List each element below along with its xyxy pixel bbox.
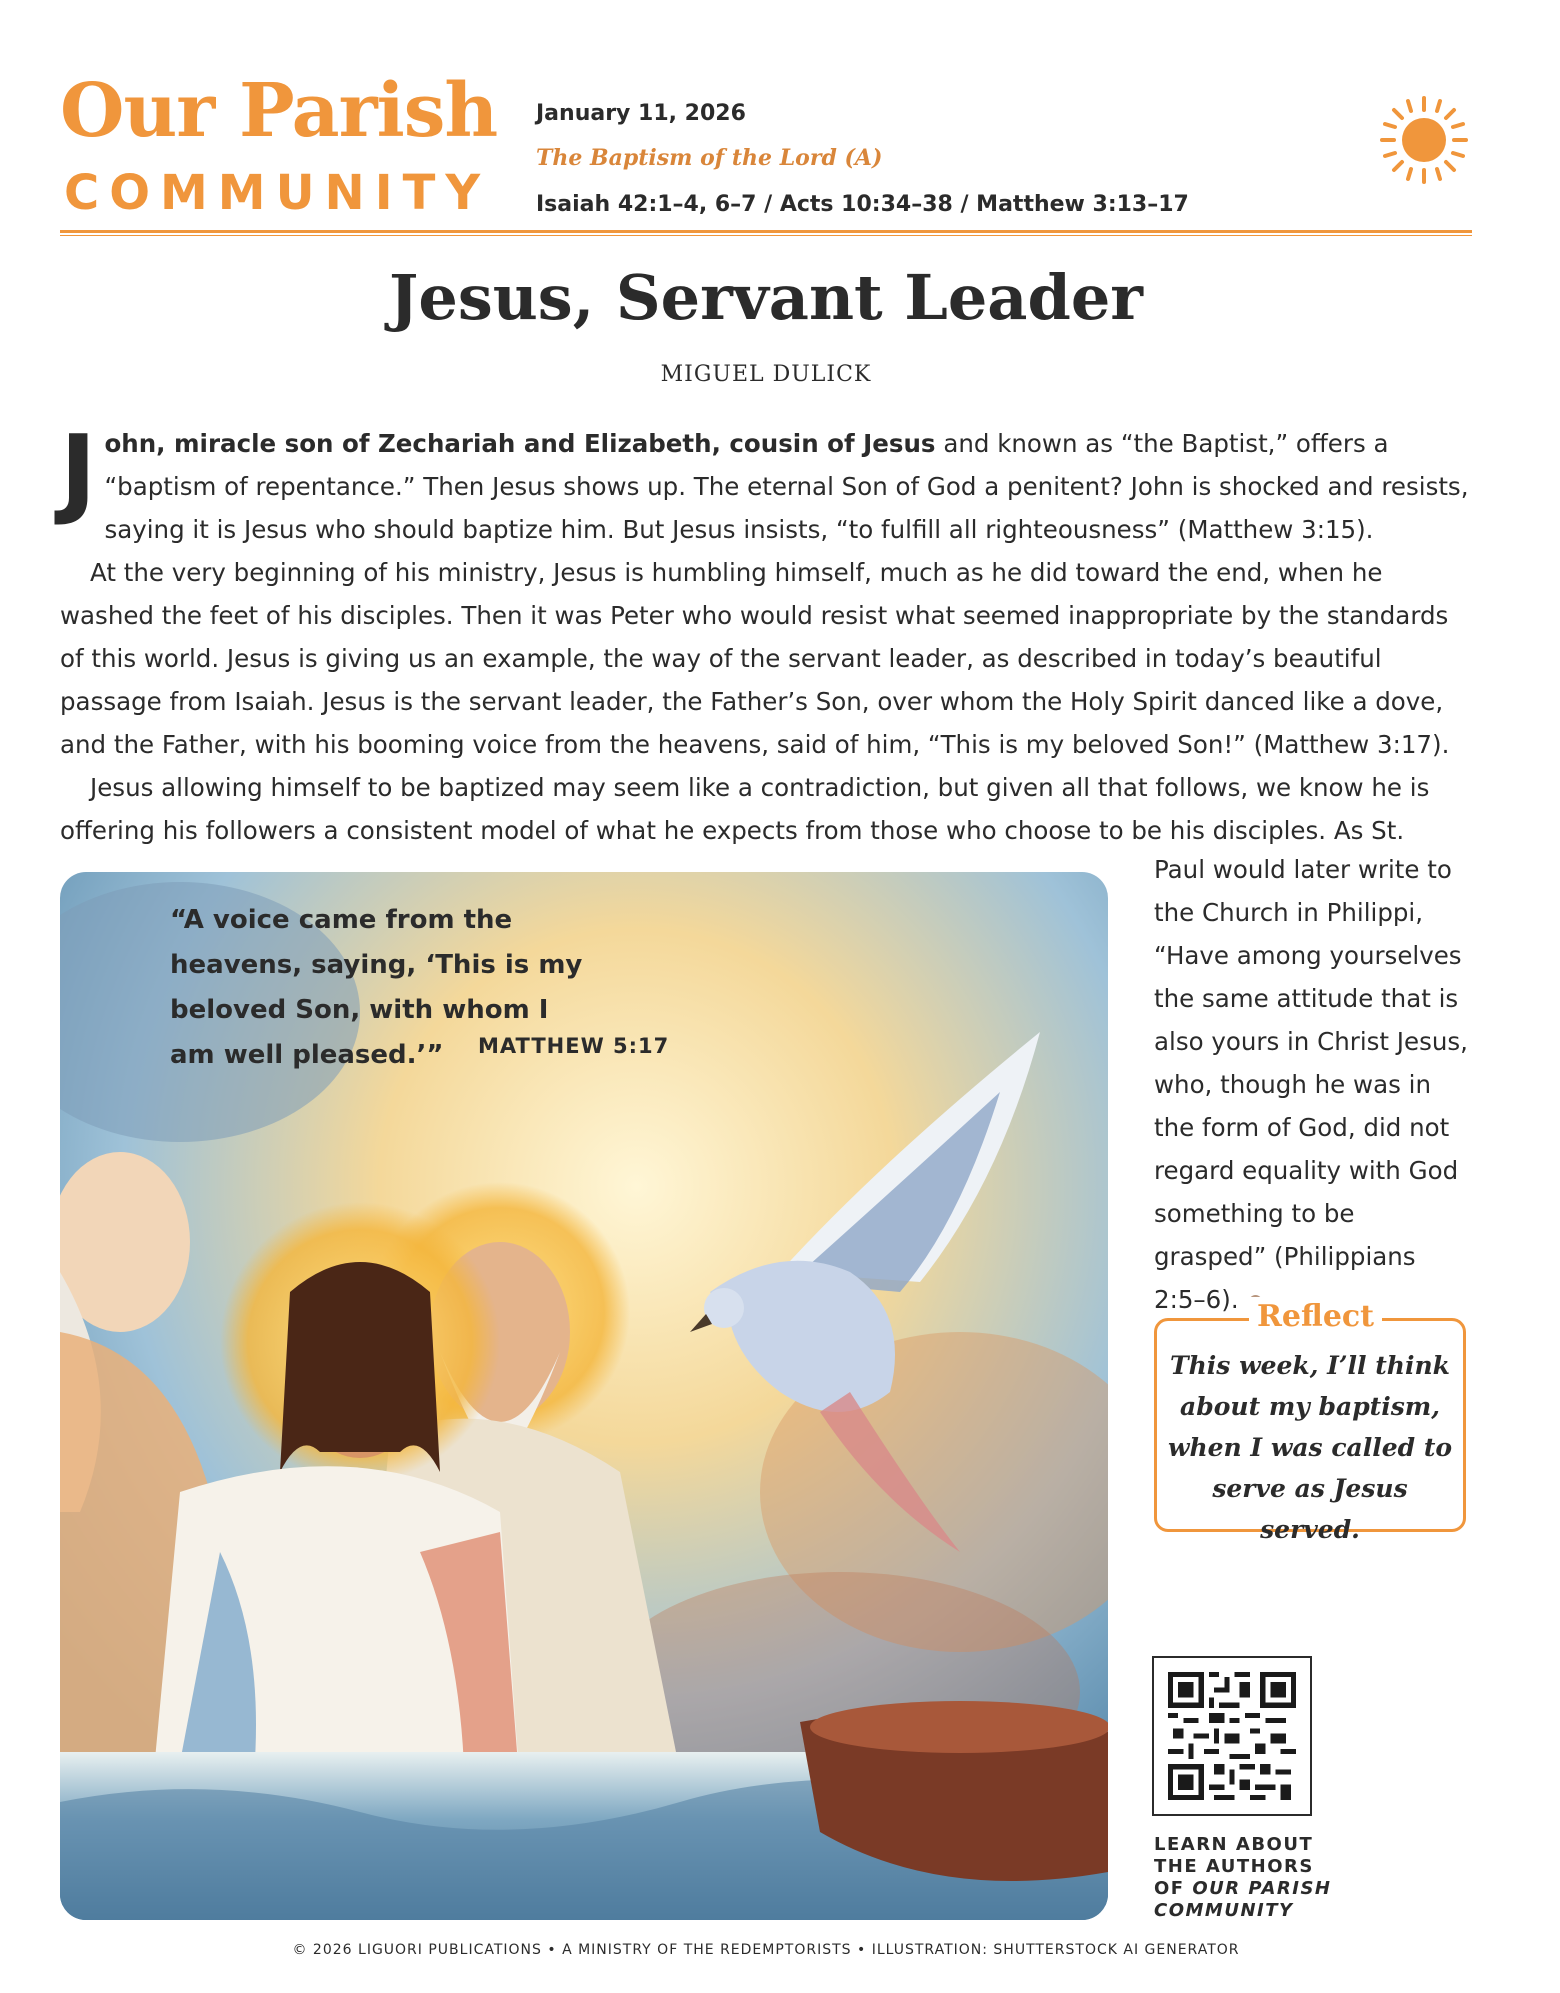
reflect-text: This week, I’ll think about my baptism, when I was called to serve as Jesus served. bbox=[1167, 1351, 1453, 1544]
qr-caption-line: COMMUNITY bbox=[1154, 1900, 1294, 1921]
pull-quote: “A voice came from the heavens, saying, ‘This is my beloved Son, with whom I am well pleased.’” bbox=[170, 905, 583, 1070]
issue-readings: Isaiah 42:1–4, 6–7 / Acts 10:34–38 / Matthew 3:13–17 bbox=[536, 192, 1189, 217]
quote-reference: MATTHEW 5:17 bbox=[478, 1034, 670, 1058]
qr-caption bbox=[1154, 1834, 1404, 1922]
article-body bbox=[60, 415, 1472, 852]
paragraph-3-continued bbox=[1154, 848, 1472, 1321]
qr-caption-of: OF bbox=[1154, 1878, 1193, 1899]
paragraph-1 bbox=[60, 415, 1472, 551]
qr-caption-line: LEARN ABOUT bbox=[1154, 1834, 1314, 1855]
copyright-footer: © 2026 LIGUORI PUBLICATIONS • A MINISTRY OF THE REDEMPTORISTS • ILLUSTRATION: SHUTTERSTOCK AI GENERATOR bbox=[292, 1942, 1240, 1958]
qr-code-icon[interactable] bbox=[1152, 1656, 1312, 1816]
qr-caption-line: THE AUTHORS bbox=[1154, 1856, 1314, 1877]
article-author: MIGUEL DULICK bbox=[660, 362, 872, 387]
paragraph-3-continued-text: Paul would later write to the Church in Philippi, “Have among yourselves the same attitude that is also yours in Christ Jesus, who, though he was in the form of God, did not regard equality with God something to be grasped” (Philippians 2:5–6). bbox=[1154, 855, 1468, 1314]
paragraph-1-text: and known as “the Baptist,” offers a “baptism of repentance.” Then Jesus shows up. The eternal Son of God a penitent? John is shocked and resists, saying it is Jesus who should baptize him. But Jesus insists, “to fulfill all righteousness” (Matthew 3:15). bbox=[104, 429, 1469, 544]
drop-cap: J bbox=[60, 415, 97, 529]
issue-date: January 11, 2026 bbox=[536, 101, 746, 126]
lead-in: ohn, miracle son of Zechariah and Elizabeth, cousin of Jesus bbox=[104, 429, 936, 458]
logo-subtitle: COMMUNITY bbox=[64, 165, 491, 221]
paragraph-2: At the very beginning of his ministry, Jesus is humbling himself, much as he did toward the end, when he washed the feet of his disciples. Then it was Peter who would resist what seemed inappropriate by the standards of this world. Jesus is giving us an example, the way of the servant leader, as described in today’s beautiful passage from Isaiah. Jesus is the servant leader, the Father’s Son, over whom the Holy Spirit danced like a dove, and the Father, with his booming voice from the heavens, said of him, “This is my beloved Son!” (Matthew 3:17). bbox=[60, 558, 1450, 759]
masthead bbox=[60, 70, 1472, 232]
header-divider bbox=[60, 230, 1472, 236]
issue-info bbox=[536, 94, 1189, 228]
issue-feast: The Baptism of the Lord (A) bbox=[536, 145, 883, 171]
reflect-title: Reflect bbox=[1249, 1297, 1382, 1337]
reflect-box bbox=[1154, 1299, 1466, 1544]
paragraph-3: Jesus allowing himself to be baptized may seem like a contradiction, but given all that follows, we know he is offering his followers a consistent model of what he expects from those who choose to be his disciples. As St. bbox=[60, 773, 1430, 845]
qr-caption-line bbox=[1154, 1878, 1404, 1900]
logo-title: Our Parish bbox=[60, 68, 498, 154]
article-title: Jesus, Servant Leader bbox=[389, 261, 1143, 334]
sun-icon bbox=[1376, 92, 1472, 188]
qr-caption-title: OUR PARISH bbox=[1192, 1878, 1332, 1899]
side-column bbox=[1154, 848, 1472, 1321]
